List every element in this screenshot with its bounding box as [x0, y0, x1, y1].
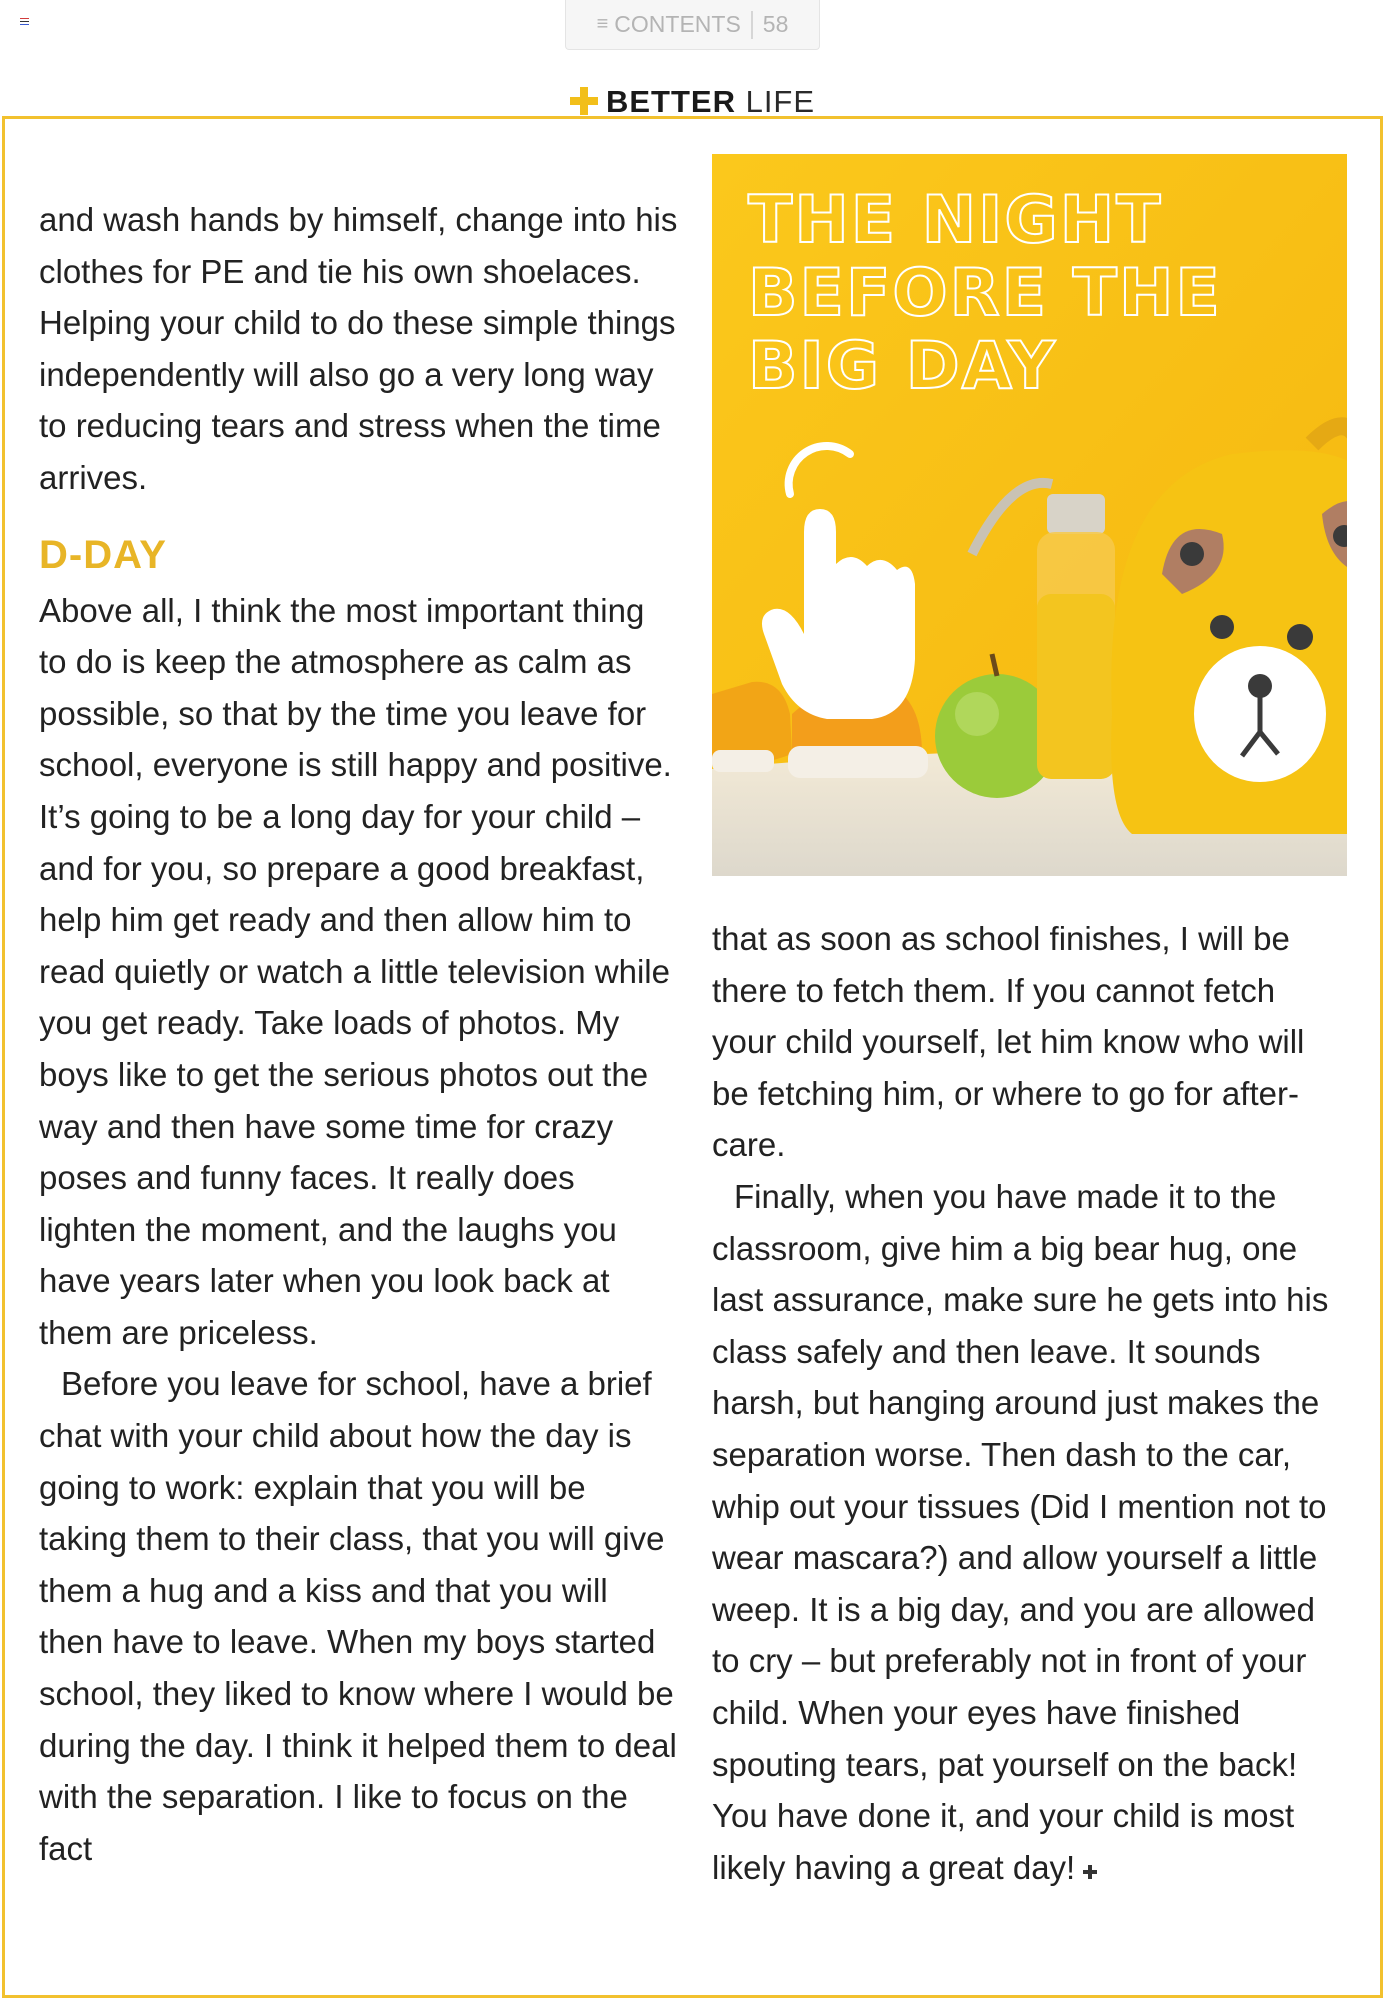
contents-button[interactable] — [565, 0, 820, 50]
contents-label: CONTENTS — [614, 11, 741, 37]
section-heading: D-DAY — [39, 532, 167, 577]
image-title-line: BIG DAY — [748, 329, 1057, 404]
intro-paragraph: and wash hands by himself, change into his clothes for PE and tie his own shoelaces. Helping your child to do these simple things independently will also go a very long way to reducing tears and stress when the time arrives. — [39, 201, 678, 496]
image-title — [748, 184, 1308, 403]
section-title-light: LIFE — [745, 84, 816, 119]
plus-cross-icon — [570, 87, 598, 115]
image-title-line: THE NIGHT — [748, 183, 1163, 258]
closing-paragraph-text: Finally, when you have made it to the classroom, give him a big bear hug, one last assurance, make sure he gets into his class safely and then leave. It sounds harsh, but hanging around just makes the separation worse. Then dash to the car, whip out your tissues (Did I mention not to wear mascara?) and allow yourself a little weep. It is a big day, and you are allowed to cry – but preferably not in front of your child. When your eyes have finished spouting tears, pat yourself on the back! You have done it, and your child is most likely having a great day! — [712, 1177, 1329, 1886]
section-header — [0, 84, 1385, 120]
page-number: 58 — [762, 11, 789, 37]
list-icon: ≡ — [596, 13, 609, 35]
article-right-column — [712, 913, 1347, 1893]
divider — [751, 11, 753, 39]
article-left-column — [39, 194, 679, 1874]
body-paragraph: Above all, I think the most important thing to do is keep the atmosphere as calm as possible, so that by the time you leave for school, everyone is still happy and positive. It’s going to be a long day for your child – and for you, so prepare a good breakfast, help him get ready and then allow him to read quietly or watch a little television while you get ready. Take loads of photos. My boys like to get the serious photos out the way and then have some time for crazy poses and funny faces. It really does lighten the moment, and the laughs you have years later when you look back at them are priceless. — [39, 591, 672, 1351]
section-title-bold: BETTER — [605, 84, 736, 119]
body-paragraph — [712, 1171, 1347, 1893]
image-title-line: BEFORE THE — [748, 256, 1222, 331]
feature-image — [712, 154, 1347, 876]
body-paragraph: Before you leave for school, have a brief chat with your child about how the day is going to work: explain that you will be taking them to their class, that you will give them a hug and a kiss and that you will then have to leave. When my boys started school, they liked to know where I would be during the day. I think it helped them to deal with the separation. I like to focus on the fact — [39, 1365, 677, 1867]
end-of-article-icon — [1083, 1865, 1097, 1879]
body-paragraph: that as soon as school finishes, I will be there to fetch them. If you cannot fetch your child yourself, let him know who will be fetching him, or where to go for after-care. — [712, 920, 1305, 1164]
menu-icon[interactable] — [20, 18, 29, 26]
